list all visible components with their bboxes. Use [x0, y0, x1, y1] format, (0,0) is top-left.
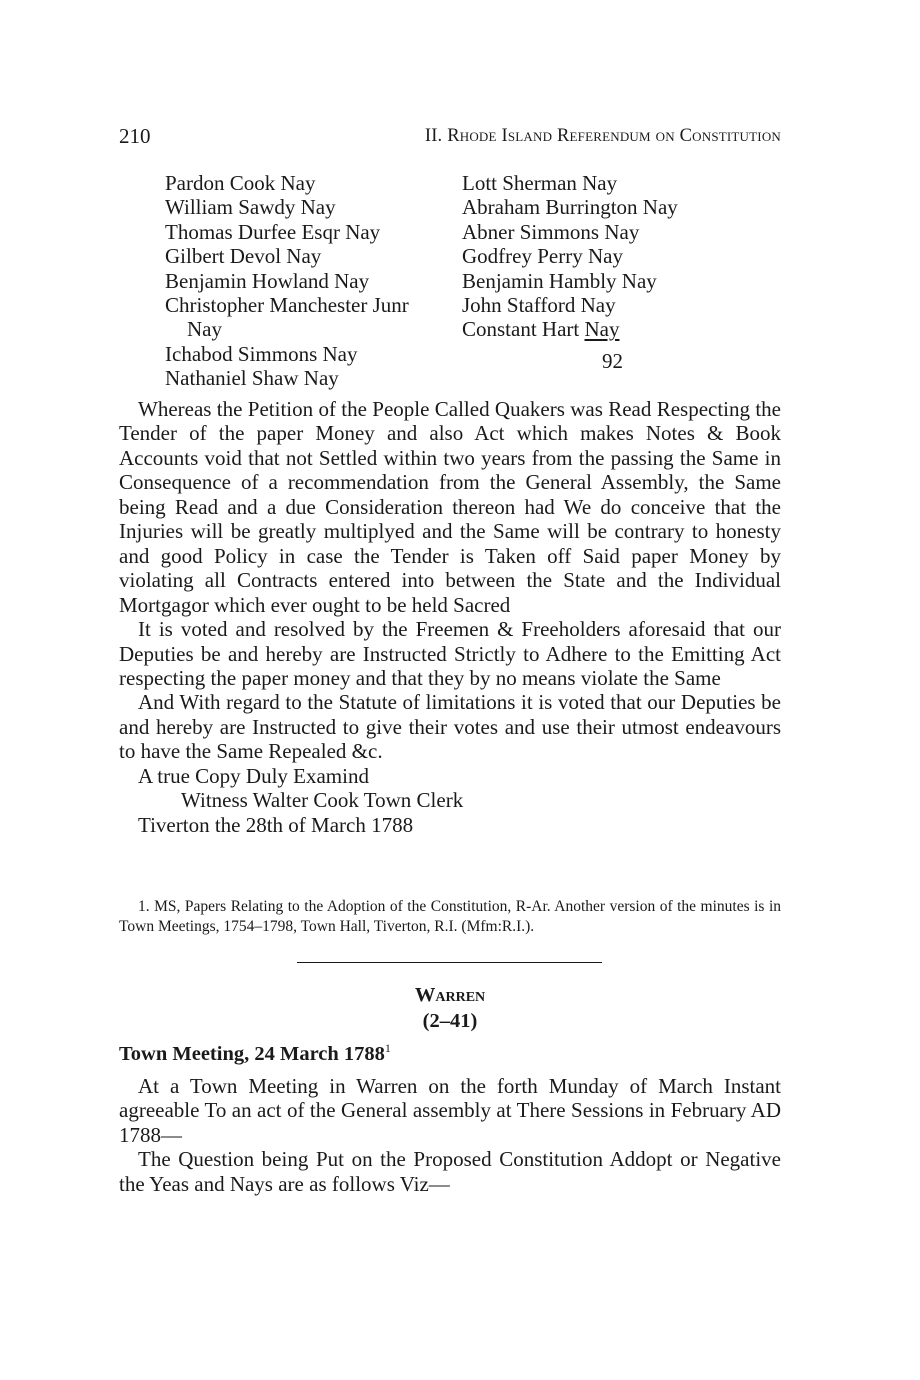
section-title: Warren [414, 984, 486, 1006]
voter-entry: Gilbert Devol Nay [165, 244, 322, 269]
witness-line: Witness Walter Cook Town Clerk [181, 788, 464, 813]
resolution-text [119, 397, 781, 837]
voter-entry: Lott Sherman Nay [462, 171, 618, 195]
nay-vote-lists [165, 171, 785, 393]
paragraph: Whereas the Petition of the People Called Quakers was Read Respecting the Tender of the paper Money and also Act which makes Notes & Book Accounts void that not Settled within two years from the passing the Same in Consequence of a recommendation from the General Assembly, the Same being Read and a due Consideration thereon had We do conceive that the Injuries will be greatly multiplyed and the Same will be contrary to honesty and good Policy in case the Tender is Taken off Said paper Money by violating all Contracts entered into between the State and the Individual Mortgagor which ever ought to be held Sacred [119, 397, 781, 617]
voter-entry [462, 317, 782, 341]
voter-entry-continuation: Nay [187, 317, 222, 342]
warren-minutes [119, 1074, 781, 1196]
meeting-heading-text: Town Meeting, 24 March 1788 [119, 1043, 385, 1065]
attestation-line: A true Copy Duly Examind [138, 763, 369, 788]
section-vote-count: (2–41) [422, 1010, 478, 1032]
voter-entry: John Stafford Nay [462, 292, 616, 317]
place-date-line: Tiverton the 28th of March 1788 [138, 812, 414, 837]
voter-name: Constant Hart [462, 317, 580, 342]
voter-vote-underlined: Nay [584, 317, 620, 342]
nay-list-left [165, 171, 455, 391]
nay-list-right [462, 171, 782, 342]
voter-entry: Christopher Manchester Junr [165, 292, 409, 317]
voter-entry: Abraham Burrington Nay [462, 195, 678, 220]
voter-entry: Benjamin Howland Nay [165, 268, 370, 293]
footnote-marker: 1 [384, 1041, 391, 1055]
nay-total: 92 [602, 349, 623, 373]
paragraph: And With regard to the Statute of limitations it is voted that our Deputies be and hereby are Instructed to give their votes and use their utmost endeavours to have the Same Repealed &c. [119, 690, 781, 764]
voter-entry: Pardon Cook Nay [165, 171, 316, 195]
page-number: 210 [119, 124, 151, 148]
running-header [119, 124, 781, 152]
meeting-heading [119, 1041, 391, 1066]
voter-entry: William Sawdy Nay [165, 195, 336, 220]
voter-entry: Thomas Durfee Esqr Nay [165, 219, 381, 244]
voter-entry: Nathaniel Shaw Nay [165, 366, 339, 391]
section-divider [297, 962, 602, 963]
voter-entry: Abner Simmons Nay [462, 219, 640, 244]
voter-entry: Benjamin Hambly Nay [462, 268, 657, 293]
running-title: II. Rhode Island Referendum on Constitution [424, 126, 781, 146]
footnote: 1. MS, Papers Relating to the Adoption of the Constitution, R-Ar. Another version of the minutes is in Town Meetings, 1754–1798, Town Hall, Tiverton, R.I. (Mfm:R.I.). [119, 898, 781, 935]
voter-entry: Ichabod Simmons Nay [165, 341, 358, 366]
voter-entry: Godfrey Perry Nay [462, 244, 623, 269]
paragraph: The Question being Put on the Proposed Constitution Addopt or Negative the Yeas and Nays are as follows Viz— [119, 1147, 781, 1196]
paragraph: At a Town Meeting in Warren on the forth Munday of March Instant agreeable To an act of the General assembly at There Sessions in February AD 1788— [119, 1074, 781, 1147]
paragraph: It is voted and resolved by the Freemen & Freeholders aforesaid that our Deputies be and hereby are Instructed Strictly to Adhere to the Emitting Act respecting the paper money and that they by no means violate the Same [119, 617, 781, 690]
